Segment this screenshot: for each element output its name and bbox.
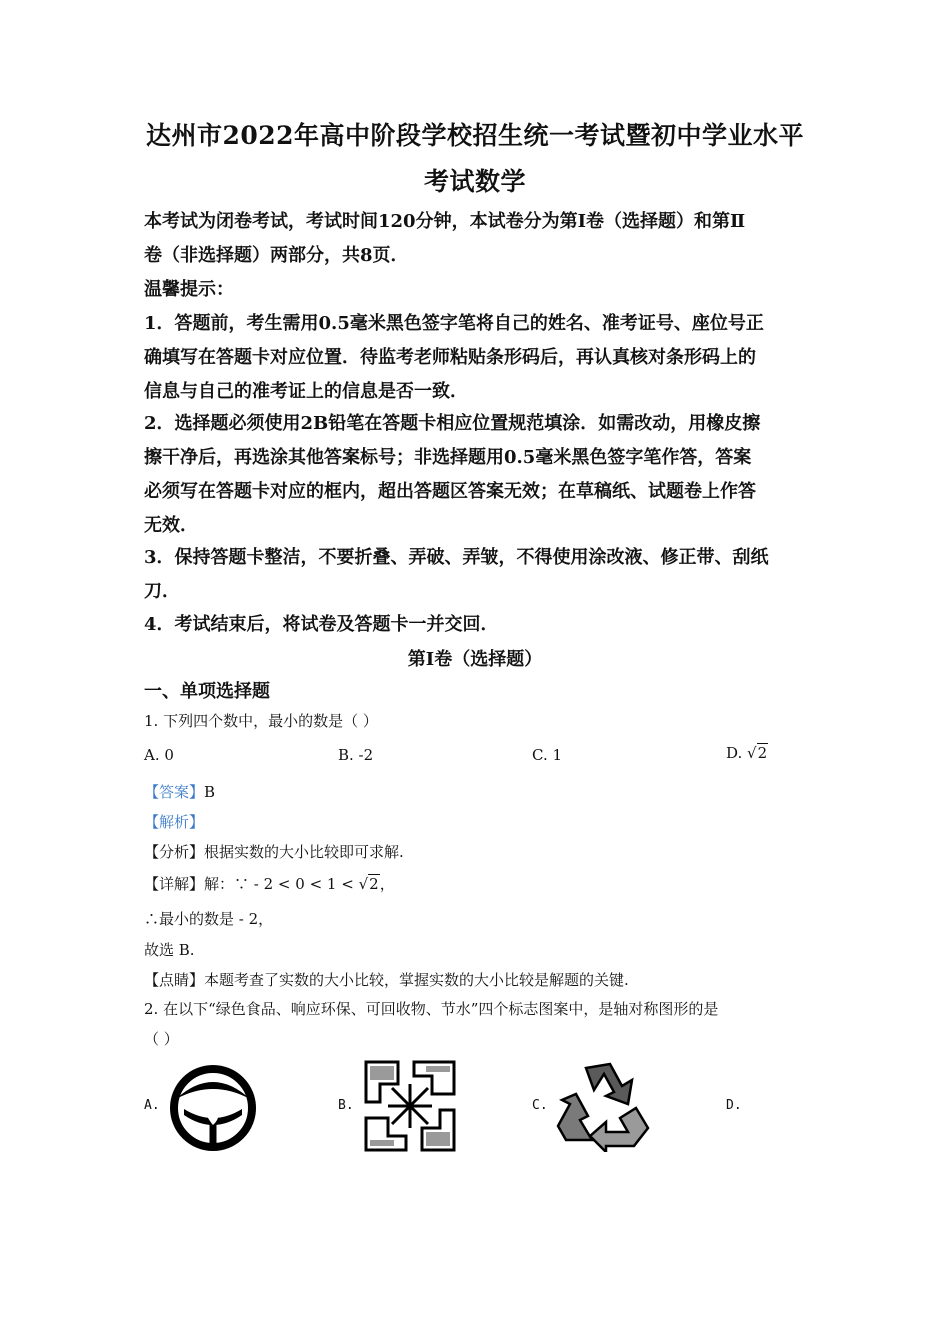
q1-option-a: A. 0	[144, 746, 174, 764]
xiangjie-end: ，	[379, 875, 395, 893]
q1-stem: 1. 下列四个数中，最小的数是（ ）	[144, 712, 378, 730]
q2-stem-line1: 2. 在以下“绿色食品、响应环保、可回收物、节水”四个标志图案中，是轴对称图形的是	[144, 1000, 719, 1018]
recycle-logo-icon	[556, 1060, 652, 1152]
section-heading: 一、单项选择题	[144, 681, 270, 702]
answer-tag: 【答案】	[144, 783, 205, 801]
q2-label-b: B.	[338, 1098, 354, 1113]
tip2-line2: 擦干净后，再选涂其他答案标号；非选择题用0.5毫米黑色签字笔作答，答案	[144, 447, 752, 468]
q2-label-a: A.	[144, 1098, 160, 1113]
q1-answer	[144, 781, 215, 802]
q1-option-d-radicand: 2	[757, 744, 768, 762]
fenxi-text: 根据实数的大小比较即可求解.	[204, 843, 404, 861]
tip1-line2: 确填写在答题卡对应位置．待监考老师粘贴条形码后，再认真核对条形码上的	[144, 347, 756, 368]
exam-title-line1: 达州市2022年高中阶段学校招生统一考试暨初中学业水平	[145, 121, 805, 150]
q2-label-c: C.	[532, 1098, 548, 1113]
q2-stem-line2: （ ）	[144, 1030, 179, 1048]
dianjing-text: 本题考查了实数的大小比较，掌握实数的大小比较是解题的关键.	[204, 971, 629, 989]
tip1-line1: 1．答题前，考生需用0.5毫米黑色签字笔将自己的姓名、准考证号、座位号正	[144, 313, 764, 334]
eco-logo-icon	[362, 1058, 458, 1154]
q1-fenxi	[144, 841, 404, 862]
exam-title-line2: 考试数学	[423, 167, 526, 196]
xiangjie-radicand: 2	[369, 875, 379, 893]
q1-dianjing	[144, 969, 629, 990]
tip4-line: 4．考试结束后，将试卷及答题卡一并交回．	[144, 614, 499, 635]
q1-option-d-prefix: D.	[726, 744, 743, 762]
answer-value: B	[204, 783, 216, 801]
fenxi-tag: 【分析】	[144, 843, 205, 861]
analysis-tag: 【解析】	[144, 813, 205, 831]
xiangjie-tag: 【详解】	[144, 875, 205, 893]
q1-option-b: B. -2	[338, 746, 374, 764]
intro-line1: 本考试为闭卷考试，考试时间120分钟，本试卷分为第Ⅰ卷（选择题）和第Ⅱ	[144, 211, 746, 232]
dianjing-tag: 【点睛】	[144, 971, 205, 989]
sqrt-symbol: √2	[358, 875, 379, 893]
q2-label-d: D.	[726, 1098, 742, 1113]
sqrt-symbol: √2	[747, 744, 768, 762]
tip1-line3: 信息与自己的准考证上的信息是否一致．	[144, 381, 468, 402]
q1-option-d	[726, 744, 768, 762]
q1-conclusion: ∴最小的数是 - 2，	[144, 910, 274, 928]
green-food-logo-icon	[168, 1063, 258, 1153]
tip2-line1: 2．选择题必须使用2B铅笔在答题卡相应位置规范填涂．如需改动，用橡皮擦	[144, 413, 761, 434]
q1-choose: 故选 B.	[144, 941, 195, 959]
tip3-line2: 刀．	[144, 581, 180, 602]
tip2-line4: 无效．	[144, 515, 198, 536]
xiangjie-text: 解：∵ - 2 < 0 < 1 <	[204, 875, 359, 893]
q1-xiangjie	[144, 873, 395, 894]
intro-line2: 卷（非选择题）两部分，共8页．	[144, 245, 409, 266]
part1-heading: 第Ⅰ卷（选择题）	[407, 649, 543, 670]
tip2-line3: 必须写在答题卡对应的框内，超出答题区答案无效；在草稿纸、试题卷上作答	[144, 481, 756, 502]
q1-analysis-tag	[144, 811, 204, 832]
tip3-line1: 3．保持答题卡整洁，不要折叠、弄破、弄皱，不得使用涂改液、修正带、刮纸	[144, 547, 769, 568]
tips-heading: 温馨提示：	[144, 279, 234, 300]
q1-option-c: C. 1	[532, 746, 563, 764]
